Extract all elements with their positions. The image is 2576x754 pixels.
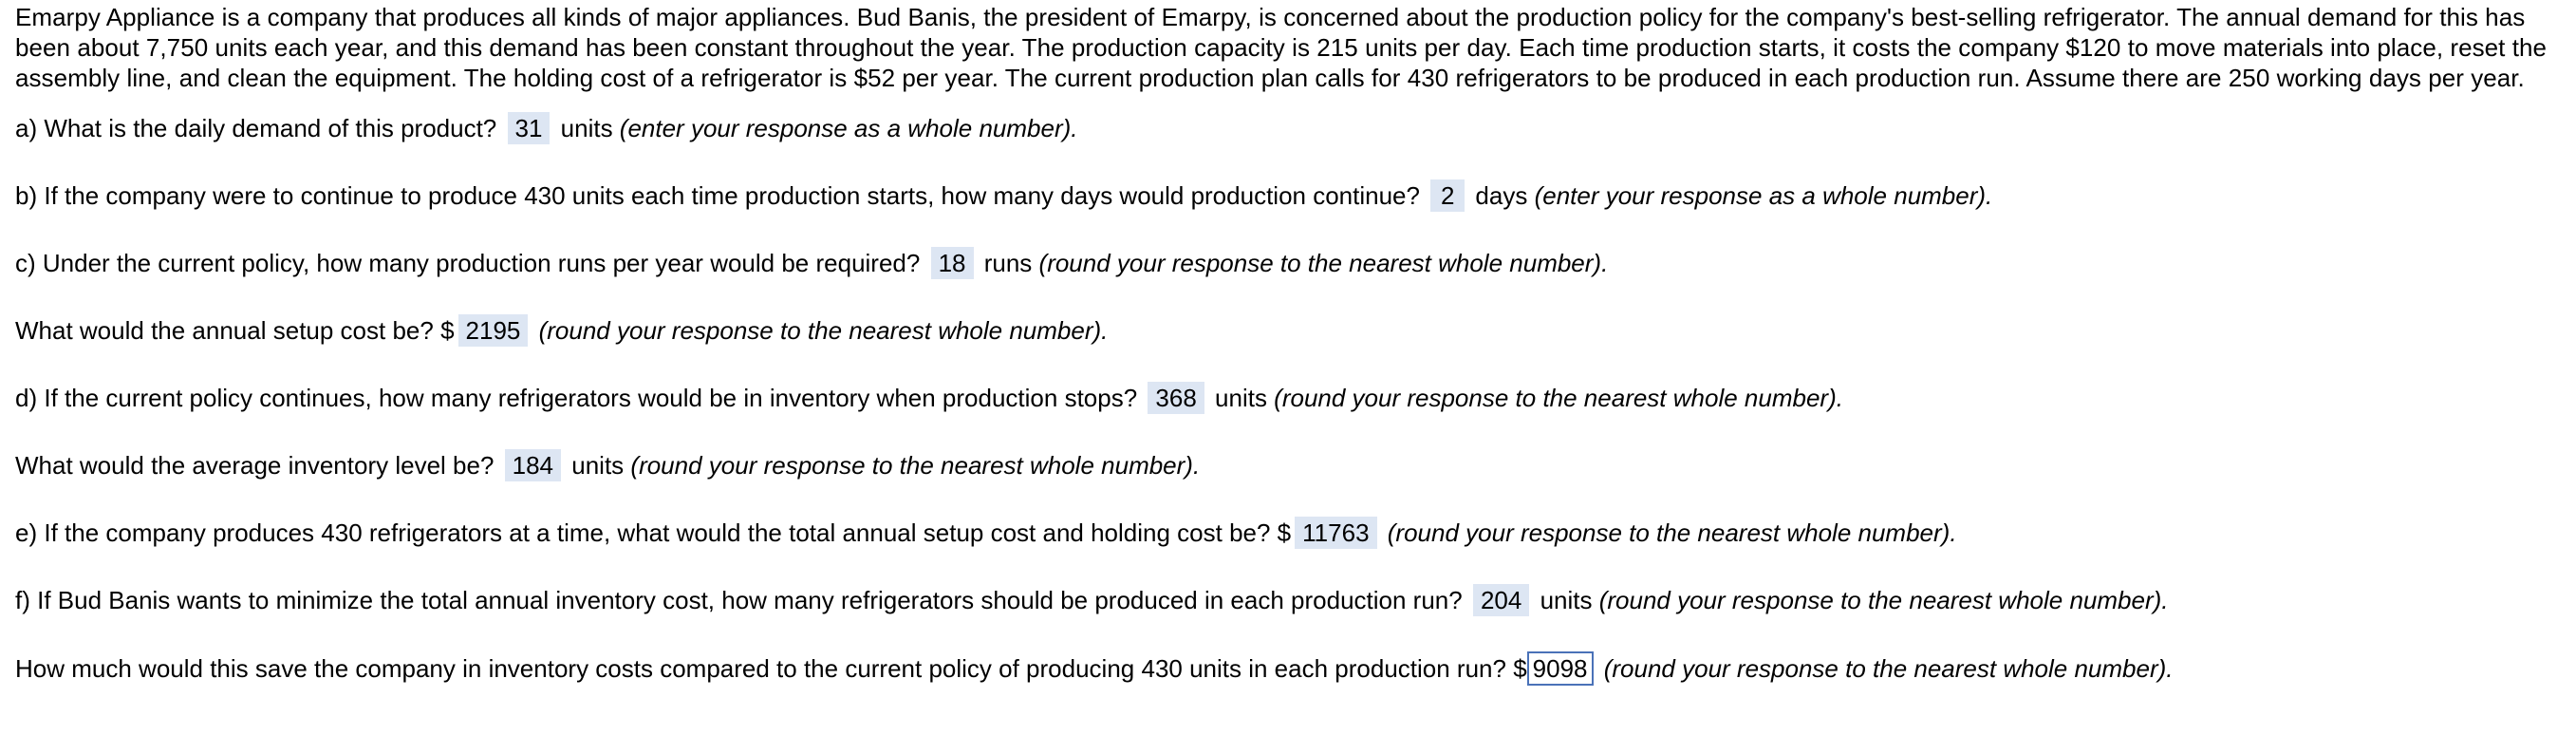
- question-text: e) If the company produces 430 refrigerators at a time, what would the total annual setup cost and holding cost be? $: [15, 518, 1292, 547]
- question-text: f) If Bud Banis wants to minimize the total annual inventory cost, how many refrigerators should be produced in each production run?: [15, 586, 1469, 614]
- problem-statement: Emarpy Appliance is a company that produces all kinds of major appliances. Bud Banis, the president of Emarpy, is concerned about the production policy for the company's best-selling refrigerator. The annual demand for this has been about 7,750 units each year, and this demand has been constant throughout the year. The production capacity is 215 units per day. Each time production starts, it costs the company $120 to move materials into place, reset the assembly line, and clean the equipment. The holding cost of a refrigerator is $52 per year. The current production plan calls for 430 refrigerators to be produced in each production run. Assume there are 250 working days per year.: [15, 3, 2547, 92]
- question-text: d) If the current policy continues, how many refrigerators would be in inventory when production stops?: [15, 384, 1145, 412]
- question-c-production-runs: [15, 247, 2561, 314]
- answer-field-optimal-run-size[interactable]: 204: [1473, 584, 1529, 616]
- hint-text: (round your response to the nearest whole number).: [1387, 518, 1957, 547]
- unit-label: units: [1533, 586, 1599, 614]
- question-text: a) What is the daily demand of this product?: [15, 114, 504, 142]
- question-text: How much would this save the company in inventory costs compared to the current policy of producing 430 units in each production run? $: [15, 654, 1527, 683]
- answer-field-production-days[interactable]: 2: [1430, 179, 1465, 212]
- unit-label: units: [565, 451, 631, 480]
- hint-text: (round your response to the nearest whole number).: [1598, 586, 2169, 614]
- question-c-annual-setup-cost: [15, 314, 2561, 382]
- question-d-max-inventory: [15, 382, 2561, 449]
- unit-label: [1381, 518, 1388, 547]
- hint-text: (round your response to the nearest whole number).: [1274, 384, 1843, 412]
- answer-field-max-inventory[interactable]: 368: [1148, 382, 1204, 414]
- hint-text: (round your response to the nearest whole number).: [538, 316, 1109, 345]
- answer-field-daily-demand[interactable]: 31: [508, 112, 551, 144]
- answer-field-total-cost[interactable]: 11763: [1295, 517, 1376, 549]
- answer-field-savings[interactable]: 9098: [1527, 651, 1594, 686]
- question-e-total-cost: [15, 517, 2561, 584]
- unit-label: runs: [977, 249, 1039, 277]
- hint-text: (round your response to the nearest whole number).: [1603, 654, 2174, 683]
- unit-label: units: [553, 114, 620, 142]
- answer-field-annual-setup-cost[interactable]: 2195: [458, 314, 529, 347]
- hint-text: (round your response to the nearest whole number).: [1038, 249, 1609, 277]
- answer-field-average-inventory[interactable]: 184: [505, 449, 561, 481]
- hint-text: (round your response to the nearest whole number).: [630, 451, 1201, 480]
- unit-label: units: [1207, 384, 1275, 412]
- question-text: c) Under the current policy, how many production runs per year would be required?: [15, 249, 927, 277]
- answer-field-production-runs[interactable]: 18: [931, 247, 974, 279]
- question-text: What would the annual setup cost be? $: [15, 316, 455, 345]
- hint-text: (enter your response as a whole number).: [619, 114, 1078, 142]
- question-text: What would the average inventory level be?: [15, 451, 501, 480]
- unit-label: days: [1468, 181, 1535, 210]
- question-b-production-days: [15, 179, 2561, 247]
- question-f-optimal-run-size: [15, 584, 2561, 651]
- question-text: b) If the company were to continue to produce 430 units each time production starts, how many days would production continue?: [15, 181, 1428, 210]
- unit-label: [532, 316, 538, 345]
- hint-text: (enter your response as a whole number).: [1534, 181, 1993, 210]
- question-d-average-inventory: [15, 449, 2561, 517]
- question-a-daily-demand: [15, 112, 2561, 179]
- unit-label: [1597, 654, 1604, 683]
- question-f-savings: [15, 651, 2561, 719]
